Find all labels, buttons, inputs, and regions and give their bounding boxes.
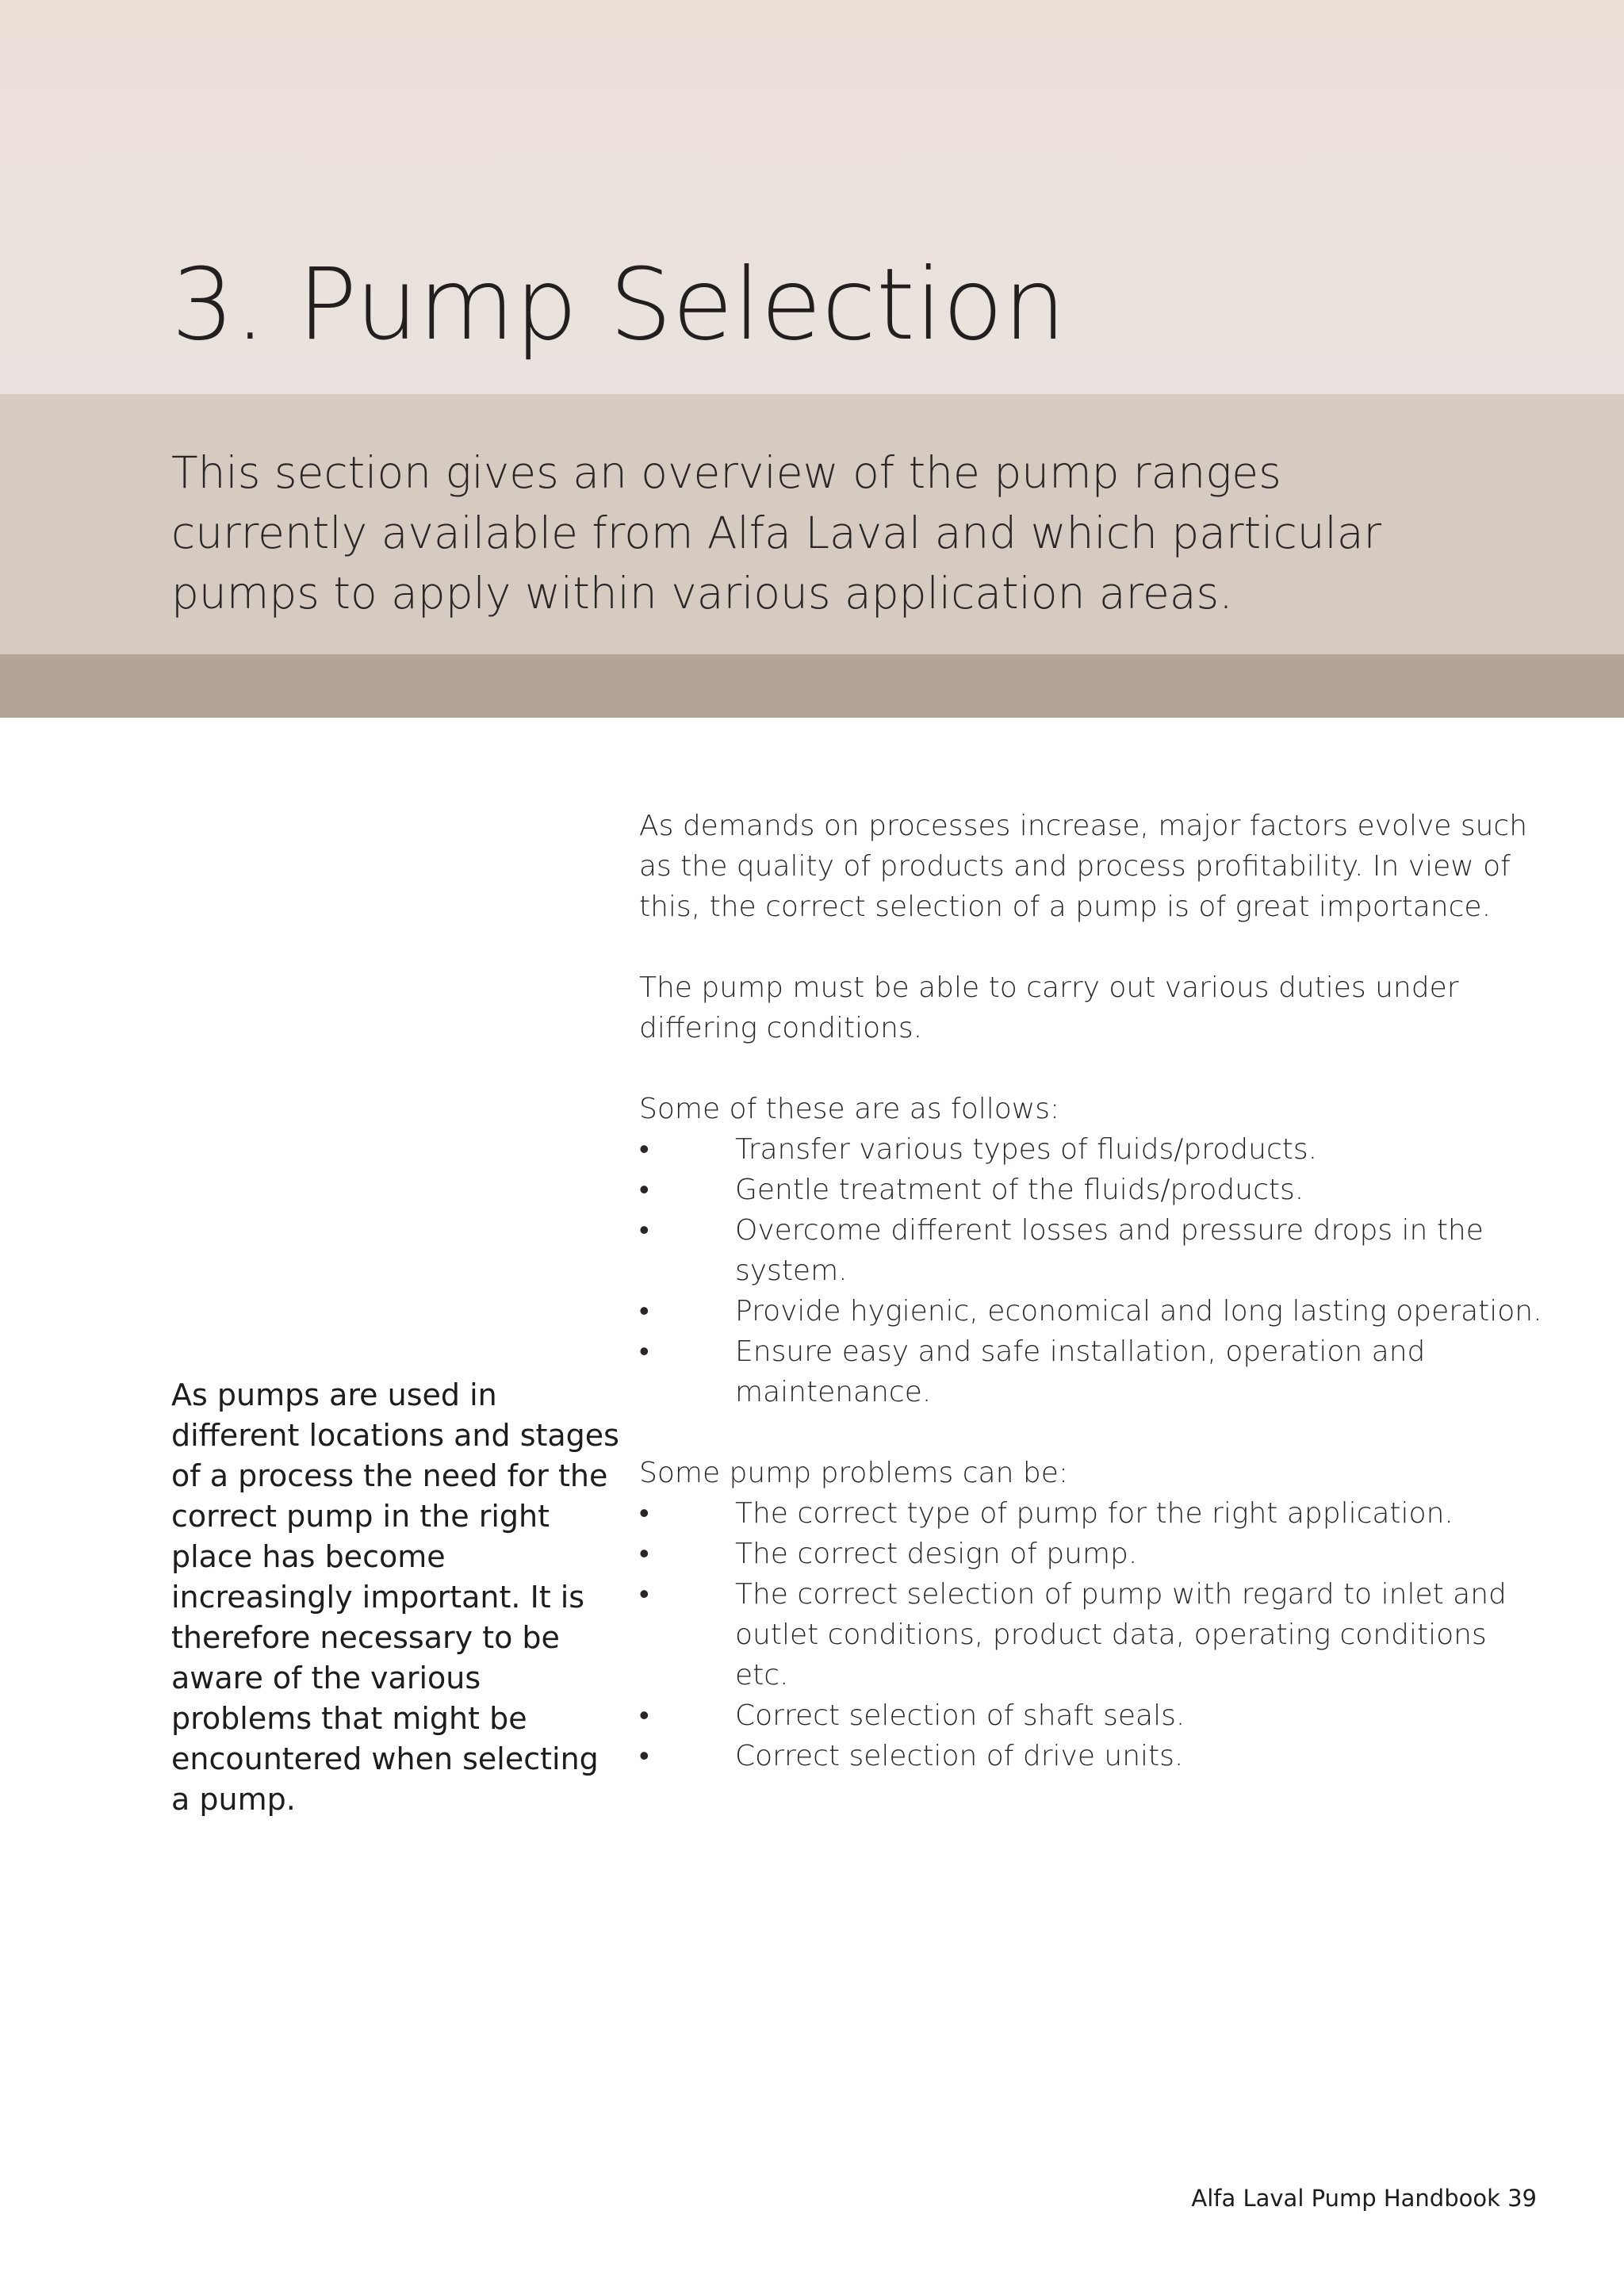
sidebar-callout: As pumps are used in different locations and stages of a process the need for the correct pump in the right place has become increasingly important. It is therefore necessary to be aware of the various problems that might be encountered when selecting a pump.	[171, 1377, 619, 1817]
list-item	[639, 1574, 1543, 1695]
body-paragraph-demands: As demands on processes increase, major factors evolve such as the quality of products and process profitability. In view of this, the correct selection of a pump is of great importance.	[639, 810, 1528, 923]
bullet-icon: •	[639, 1174, 649, 1206]
list-item-text: Transfer various types of fluids/products.	[735, 1133, 1318, 1166]
list-item	[639, 1493, 1543, 1534]
body-paragraph-duties: The pump must be able to carry out various duties under differing conditions.	[639, 971, 1459, 1044]
list-item-text: Provide hygienic, economical and long lasting operation.	[735, 1295, 1542, 1327]
header-band-bottom	[0, 654, 1624, 718]
section-intro: This section gives an overview of the pump ranges currently available from Alfa Laval and which particular pumps to apply within various application areas.	[171, 447, 1382, 619]
bullet-icon: •	[639, 1335, 649, 1368]
bullet-icon: •	[639, 1538, 649, 1570]
list-item	[639, 1129, 1543, 1170]
list-item-text: Overcome different losses and pressure drops in the system.	[735, 1214, 1484, 1287]
list-item	[639, 1210, 1543, 1291]
main-column	[639, 806, 1543, 1776]
list-item-text: Gentle treatment of the fluids/products.	[735, 1174, 1304, 1206]
list-item	[639, 1736, 1543, 1776]
list-item-text: Correct selection of drive units.	[735, 1740, 1184, 1772]
bullet-icon: •	[639, 1133, 649, 1166]
list-item-text: Correct selection of shaft seals.	[735, 1699, 1185, 1732]
page-footer: Alfa Laval Pump Handbook 39	[1191, 2185, 1537, 2212]
list-item	[639, 1695, 1543, 1736]
list-intro-problems: Some pump problems can be:	[639, 1457, 1068, 1489]
list-item-text: The correct type of pump for the right application.	[735, 1497, 1454, 1530]
list-intro-duties: Some of these are as follows:	[639, 1093, 1060, 1125]
list-item-text: Ensure easy and safe installation, operation and maintenance.	[735, 1335, 1426, 1408]
list-item	[639, 1170, 1543, 1210]
bullet-icon: •	[639, 1214, 649, 1247]
bullet-icon: •	[639, 1699, 649, 1732]
list-item	[639, 1291, 1543, 1331]
bullet-icon: •	[639, 1578, 649, 1611]
list-item	[639, 1534, 1543, 1574]
bullet-icon: •	[639, 1295, 649, 1327]
duties-list	[639, 1129, 1543, 1412]
page-title: 3. Pump Selection	[171, 247, 1067, 362]
bullet-icon: •	[639, 1740, 649, 1772]
list-item	[639, 1331, 1543, 1412]
list-item-text: The correct selection of pump with regard to inlet and outlet conditions, product data, operating conditions etc.	[735, 1578, 1507, 1691]
problems-list	[639, 1493, 1543, 1776]
list-item-text: The correct design of pump.	[735, 1538, 1138, 1570]
bullet-icon: •	[639, 1497, 649, 1530]
